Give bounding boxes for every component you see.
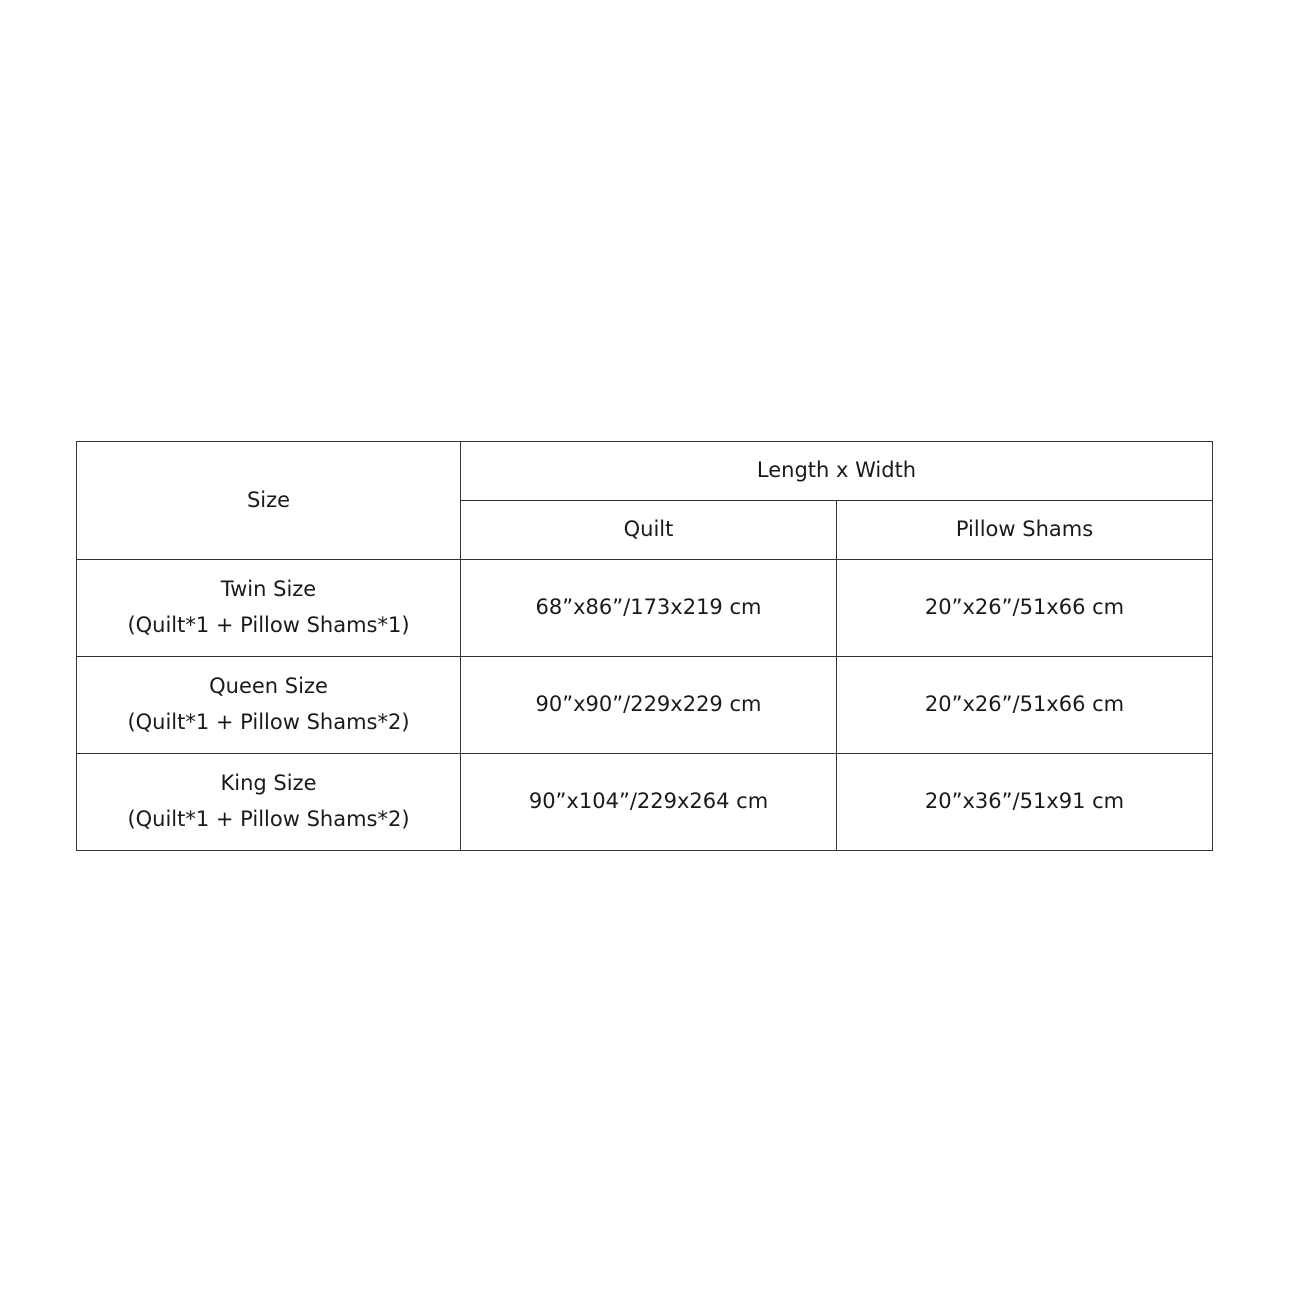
row-contents: (Quilt*1 + Pillow Shams*2) <box>127 710 410 734</box>
cell-shams-twin: 20”x26”/51x66 cm <box>837 560 1213 657</box>
table-row <box>77 560 1213 657</box>
row-name: King Size <box>220 771 317 796</box>
table-row <box>77 754 1213 851</box>
row-contents: (Quilt*1 + Pillow Shams*1) <box>127 613 410 637</box>
header-quilt: Quilt <box>461 501 837 560</box>
row-label-king <box>77 754 461 851</box>
header-pillow-shams: Pillow Shams <box>837 501 1213 560</box>
cell-shams-queen: 20”x26”/51x66 cm <box>837 657 1213 754</box>
table-header-row-1 <box>77 442 1213 501</box>
header-length-width: Length x Width <box>461 442 1213 501</box>
size-chart-table <box>76 441 1213 851</box>
table-row <box>77 657 1213 754</box>
row-name: Queen Size <box>209 674 328 699</box>
row-contents: (Quilt*1 + Pillow Shams*2) <box>127 807 410 831</box>
row-label-twin <box>77 560 461 657</box>
cell-quilt-king: 90”x104”/229x264 cm <box>461 754 837 851</box>
header-size: Size <box>77 442 461 560</box>
cell-shams-king: 20”x36”/51x91 cm <box>837 754 1213 851</box>
row-name: Twin Size <box>220 577 317 602</box>
row-label-queen <box>77 657 461 754</box>
size-chart <box>76 441 1212 851</box>
cell-quilt-queen: 90”x90”/229x229 cm <box>461 657 837 754</box>
cell-quilt-twin: 68”x86”/173x219 cm <box>461 560 837 657</box>
